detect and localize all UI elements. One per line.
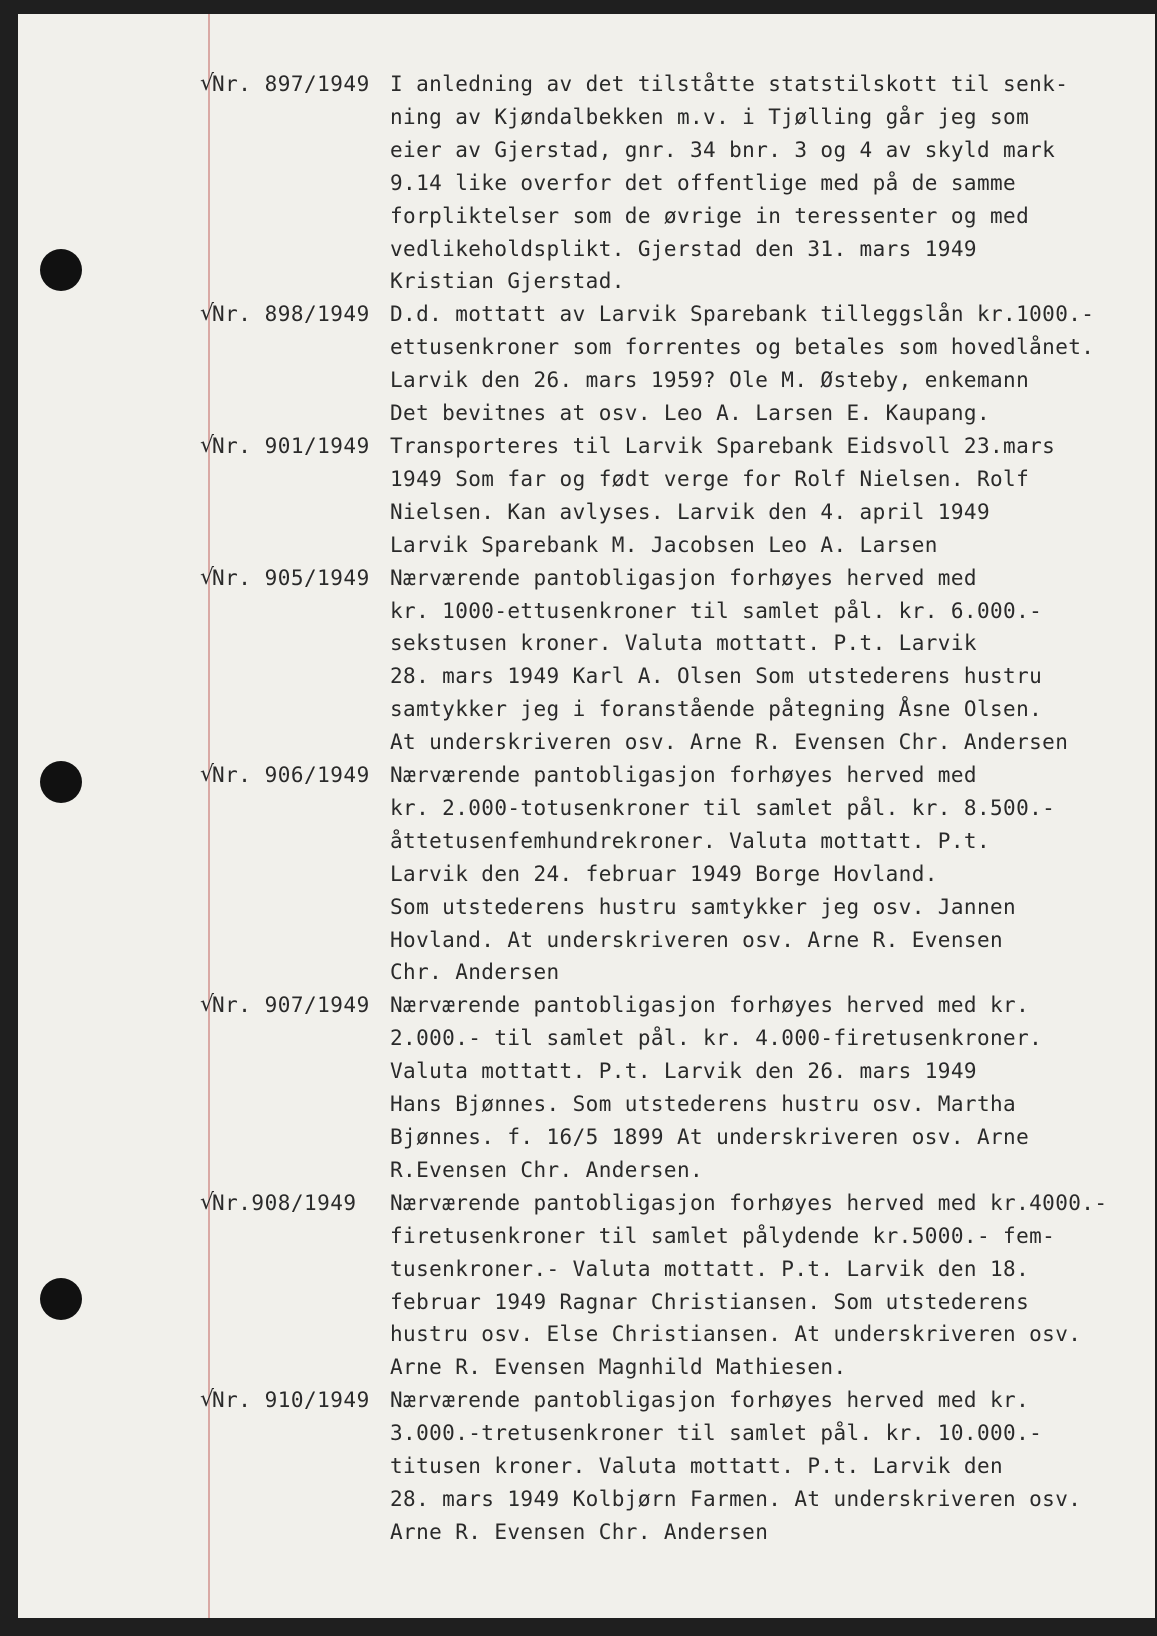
entry-text-line: 28. mars 1949 Karl A. Olsen Som utstederens hustru xyxy=(390,664,1043,689)
entry-text-line: Det bevitnes at osv. Leo A. Larsen E. Kaupang. xyxy=(390,401,990,426)
entry-text-line: Som utstederens hustru samtykker jeg osv. Jannen xyxy=(390,894,1017,919)
entry-text xyxy=(390,1187,1155,1384)
entry-text-line: ning av Kjøndalbekken m.v. i Tjølling går jeg som xyxy=(390,104,1030,129)
entry-text xyxy=(390,759,1155,989)
document-page xyxy=(18,14,1155,1618)
entry-text xyxy=(390,68,1155,298)
check-mark-icon: √ xyxy=(200,71,215,96)
entry-text-line: kr. 2.000-totusenkroner til samlet pål. kr. 8.500.- xyxy=(390,795,1056,820)
entry-text-line: Bjønnes. f. 16/5 1899 At underskriveren osv. Arne xyxy=(390,1125,1030,1149)
entry-text-line: 1949 Som far og født verge for Rolf Nielsen. Rolf xyxy=(390,466,1030,491)
entry-text-line: kr. 1000-ettusenkroner til samlet pål. kr. 6.000.- xyxy=(390,598,1043,623)
entry-text xyxy=(390,1384,1155,1549)
entry-text-line: At underskriveren osv. Arne R. Evensen Chr. Andersen xyxy=(390,730,1069,755)
entry-text xyxy=(390,430,1155,562)
check-mark-icon: √ xyxy=(200,301,215,327)
entry-number: Nr. 907/1949 xyxy=(212,993,370,1018)
register-entry xyxy=(18,1187,1155,1384)
register-entry xyxy=(18,759,1155,989)
entry-text-line: I anledning av det tilståtte statstilskott til senk- xyxy=(390,72,1069,96)
register-entry xyxy=(18,989,1155,1186)
entry-text-line: Nærværende pantobligasjon forhøyes herved med xyxy=(390,763,977,788)
entry-text-line: Nærværende pantobligasjon forhøyes herved med kr.4000.- xyxy=(390,1190,1108,1215)
entry-text-line: titusen kroner. Valuta mottatt. P.t. Larvik den xyxy=(390,1454,1004,1479)
entry-text-line: vedlikeholdsplikt. Gjerstad den 31. mars 1949 xyxy=(390,236,977,261)
entry-text-line: februar 1949 Ragnar Christiansen. Som utstederens xyxy=(390,1289,1030,1314)
entry-number: Nr.908/1949 xyxy=(212,1190,357,1215)
entry-text xyxy=(390,298,1155,430)
entry-text-line: 2.000.- til samlet pål. kr. 4.000-firetusenkroner. xyxy=(390,1026,1043,1051)
entry-text-line: Larvik den 26. mars 1959? Ole M. Østeby, enkemann xyxy=(390,368,1030,393)
register-entry xyxy=(18,430,1155,562)
check-mark-icon: √ xyxy=(200,564,215,590)
entry-number: Nr. 901/1949 xyxy=(212,433,370,458)
entry-number: Nr. 897/1949 xyxy=(212,72,370,96)
check-mark-icon: √ xyxy=(200,992,215,1018)
entry-text-line: ettusenkroner som forrentes og betales som hovedlånet. xyxy=(390,335,1095,360)
entry-text-line: Larvik Sparebank M. Jacobsen Leo A. Larsen xyxy=(390,532,938,557)
entry-text-line: Chr. Andersen xyxy=(390,960,560,985)
entry-text-line: eier av Gjerstad, gnr. 34 bnr. 3 og 4 av skyld mark xyxy=(390,137,1056,162)
entry-text-line: samtykker jeg i foranstående påtegning Åsne Olsen. xyxy=(390,697,1043,722)
entry-text-line: Valuta mottatt. P.t. Larvik den 26. mars 1949 xyxy=(390,1059,977,1084)
entry-text-line: 9.14 like overfor det offentlige med på de samme xyxy=(390,170,1017,195)
entry-text-line: åttetusenfemhundrekroner. Valuta mottatt. P.t. xyxy=(390,828,990,853)
register-entry xyxy=(18,1384,1155,1549)
entry-text-line: Larvik den 24. februar 1949 Borge Hovland. xyxy=(390,861,938,886)
check-mark-icon: √ xyxy=(200,1189,215,1215)
register-entry xyxy=(18,562,1155,759)
entry-text-line: D.d. mottatt av Larvik Sparebank tilleggslån kr.1000.- xyxy=(390,302,1095,327)
entry-text-line: Transporteres til Larvik Sparebank Eidsvoll 23.mars xyxy=(390,433,1056,458)
check-mark-icon: √ xyxy=(200,1387,215,1413)
entry-text-line: tusenkroner.- Valuta mottatt. P.t. Larvik den 18. xyxy=(390,1256,1030,1281)
entry-text-line: Hans Bjønnes. Som utstederens hustru osv. Martha xyxy=(390,1092,1017,1117)
entry-text-line: sekstusen kroner. Valuta mottatt. P.t. Larvik xyxy=(390,631,977,656)
register-entry xyxy=(18,68,1155,298)
entry-text-line: 28. mars 1949 Kolbjørn Farmen. At underskriveren osv. xyxy=(390,1486,1082,1511)
entry-text-line: firetusenkroner til samlet pålydende kr.5000.- fem- xyxy=(390,1223,1056,1248)
entry-number: Nr. 906/1949 xyxy=(212,763,370,788)
entry-text-line: 3.000.-tretusenkroner til samlet pål. kr. 10.000.- xyxy=(390,1421,1043,1446)
entry-text-line: hustru osv. Else Christiansen. At underskriveren osv. xyxy=(390,1322,1082,1347)
entry-number: Nr. 905/1949 xyxy=(212,565,370,590)
check-mark-icon: √ xyxy=(200,432,215,458)
entry-text-line: Nærværende pantobligasjon forhøyes herved med kr. xyxy=(390,993,1030,1018)
entry-text-line: Kristian Gjerstad. xyxy=(390,269,625,294)
entry-text-line: Nærværende pantobligasjon forhøyes herved med kr. xyxy=(390,1388,1030,1413)
register-entries xyxy=(18,68,1155,1549)
entry-text-line: R.Evensen Chr. Andersen. xyxy=(390,1157,704,1182)
entry-text-line: Nielsen. Kan avlyses. Larvik den 4. april 1949 xyxy=(390,499,990,524)
entry-number: Nr. 898/1949 xyxy=(212,302,370,327)
entry-text-line: forpliktelser som de øvrige in teressenter og med xyxy=(390,203,1030,228)
entry-text-line: Arne R. Evensen Chr. Andersen xyxy=(390,1519,769,1544)
register-entry xyxy=(18,298,1155,430)
entry-number: Nr. 910/1949 xyxy=(212,1388,370,1413)
entry-text-line: Arne R. Evensen Magnhild Mathiesen. xyxy=(390,1355,847,1380)
entry-text xyxy=(390,989,1155,1186)
entry-text-line: Nærværende pantobligasjon forhøyes herved med xyxy=(390,565,977,590)
entry-text-line: Hovland. At underskriveren osv. Arne R. Evensen xyxy=(390,927,1004,952)
check-mark-icon: √ xyxy=(200,762,215,788)
entry-text xyxy=(390,562,1155,759)
